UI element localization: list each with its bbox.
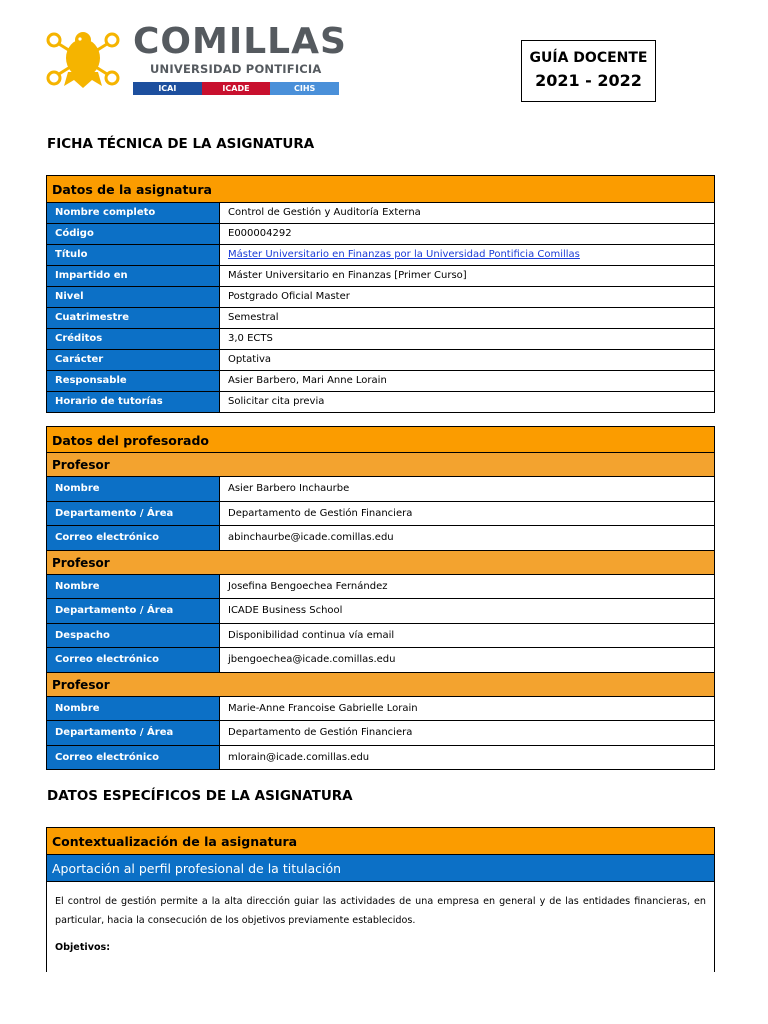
university-seal-logo: [44, 28, 122, 90]
guia-docente-box: [521, 40, 656, 102]
asignatura-row-impartido-en: [46, 266, 715, 287]
asignatura-row-creditos: [46, 329, 715, 350]
field-label: Responsable: [47, 371, 220, 391]
field-value: [220, 245, 714, 265]
field-value: Asier Barbero Inchaurbe: [220, 477, 714, 501]
field-label: Cuatrimestre: [47, 308, 220, 328]
field-label: Carácter: [47, 350, 220, 370]
field-label: Correo electrónico: [47, 526, 220, 550]
field-label: Código: [47, 224, 220, 244]
profesor-row-departamento-area: [46, 502, 715, 527]
field-label: Correo electrónico: [47, 746, 220, 770]
profesor-subheading: Profesor: [46, 453, 715, 477]
field-value: E000004292: [220, 224, 714, 244]
field-value: Máster Universitario en Finanzas [Primer Curso]: [220, 266, 714, 286]
asignatura-row-cuatrimestre: [46, 308, 715, 329]
asignatura-table: [46, 175, 715, 413]
contexto-paragraph: El control de gestión permite a la alta dirección guiar las actividades de una empresa en general y de las entidades financieras, en particular, hacia la consecución de los objetivos previamente establecidos.: [55, 896, 706, 926]
field-label: Nombre: [47, 575, 220, 599]
field-label: Impartido en: [47, 266, 220, 286]
titulo-link[interactable]: Máster Universitario en Finanzas por la Universidad Pontificia Comillas: [228, 249, 580, 260]
field-value: Postgrado Oficial Master: [220, 287, 714, 307]
datos-especificos-title: DATOS ESPECÍFICOS DE LA ASIGNATURA: [47, 788, 353, 804]
field-label: Departamento / Área: [47, 721, 220, 745]
contexto-textbox: [46, 882, 715, 972]
field-label: Correo electrónico: [47, 648, 220, 672]
profesor-subheading: Profesor: [46, 551, 715, 575]
field-value: Departamento de Gestión Financiera: [220, 721, 714, 745]
logo-wordmark: COMILLAS: [133, 21, 347, 62]
asignatura-row-horario-de-tutorias: [46, 392, 715, 413]
guia-docente-year: 2021 - 2022: [535, 71, 642, 90]
profesor-subheading: Profesor: [46, 673, 715, 697]
profesor-row-correo-electronico: [46, 648, 715, 673]
field-label: Nombre: [47, 477, 220, 501]
field-value: ICADE Business School: [220, 599, 714, 623]
asignatura-row-titulo: [46, 245, 715, 266]
field-label: Despacho: [47, 624, 220, 648]
logo-subtitle: UNIVERSIDAD PONTIFICIA: [150, 62, 322, 76]
field-value: jbengoechea@icade.comillas.edu: [220, 648, 714, 672]
field-label: Título: [47, 245, 220, 265]
field-value: Optativa: [220, 350, 714, 370]
field-label: Nombre: [47, 697, 220, 721]
field-label: Departamento / Área: [47, 502, 220, 526]
profesor-row-despacho: [46, 624, 715, 649]
field-value: 3,0 ECTS: [220, 329, 714, 349]
field-value: Marie-Anne Francoise Gabrielle Lorain: [220, 697, 714, 721]
field-value: Departamento de Gestión Financiera: [220, 502, 714, 526]
asignatura-heading: Datos de la asignatura: [46, 175, 715, 203]
profesor-row-departamento-area: [46, 721, 715, 746]
asignatura-row-caracter: [46, 350, 715, 371]
field-label: Horario de tutorías: [47, 392, 220, 412]
field-value: Disponibilidad continua vía email: [220, 624, 714, 648]
field-value: mlorain@icade.comillas.edu: [220, 746, 714, 770]
profesor-row-nombre: [46, 575, 715, 600]
field-value: Semestral: [220, 308, 714, 328]
field-value: Control de Gestión y Auditoría Externa: [220, 203, 714, 223]
contexto-section: [46, 827, 715, 972]
asignatura-row-responsable: [46, 371, 715, 392]
contexto-heading: Contextualización de la asignatura: [46, 827, 715, 855]
profesorado-table: [46, 426, 715, 770]
profesor-row-correo-electronico: [46, 526, 715, 551]
logo-bar-icade: ICADE: [202, 82, 271, 95]
logo-school-bar: [133, 82, 339, 95]
field-label: Nombre completo: [47, 203, 220, 223]
profesor-row-nombre: [46, 477, 715, 502]
guia-docente-title: GUÍA DOCENTE: [529, 50, 648, 66]
profesorado-heading: Datos del profesorado: [46, 426, 715, 453]
asignatura-row-codigo: [46, 224, 715, 245]
asignatura-row-nombre-completo: [46, 203, 715, 224]
field-value: abinchaurbe@icade.comillas.edu: [220, 526, 714, 550]
aportacion-subheading: Aportación al perfil profesional de la titulación: [46, 855, 715, 882]
field-label: Departamento / Área: [47, 599, 220, 623]
profesor-row-nombre: [46, 697, 715, 722]
field-label: Nivel: [47, 287, 220, 307]
asignatura-row-nivel: [46, 287, 715, 308]
objetivos-label: Objetivos:: [55, 942, 111, 953]
ficha-tecnica-title: FICHA TÉCNICA DE LA ASIGNATURA: [47, 136, 315, 152]
profesor-row-correo-electronico: [46, 746, 715, 771]
field-value: Asier Barbero, Mari Anne Lorain: [220, 371, 714, 391]
profesor-row-departamento-area: [46, 599, 715, 624]
field-value: Solicitar cita previa: [220, 392, 714, 412]
field-value: Josefina Bengoechea Fernández: [220, 575, 714, 599]
logo-bar-cihs: CIHS: [270, 82, 339, 95]
logo-bar-icai: ICAI: [133, 82, 202, 95]
field-label: Créditos: [47, 329, 220, 349]
